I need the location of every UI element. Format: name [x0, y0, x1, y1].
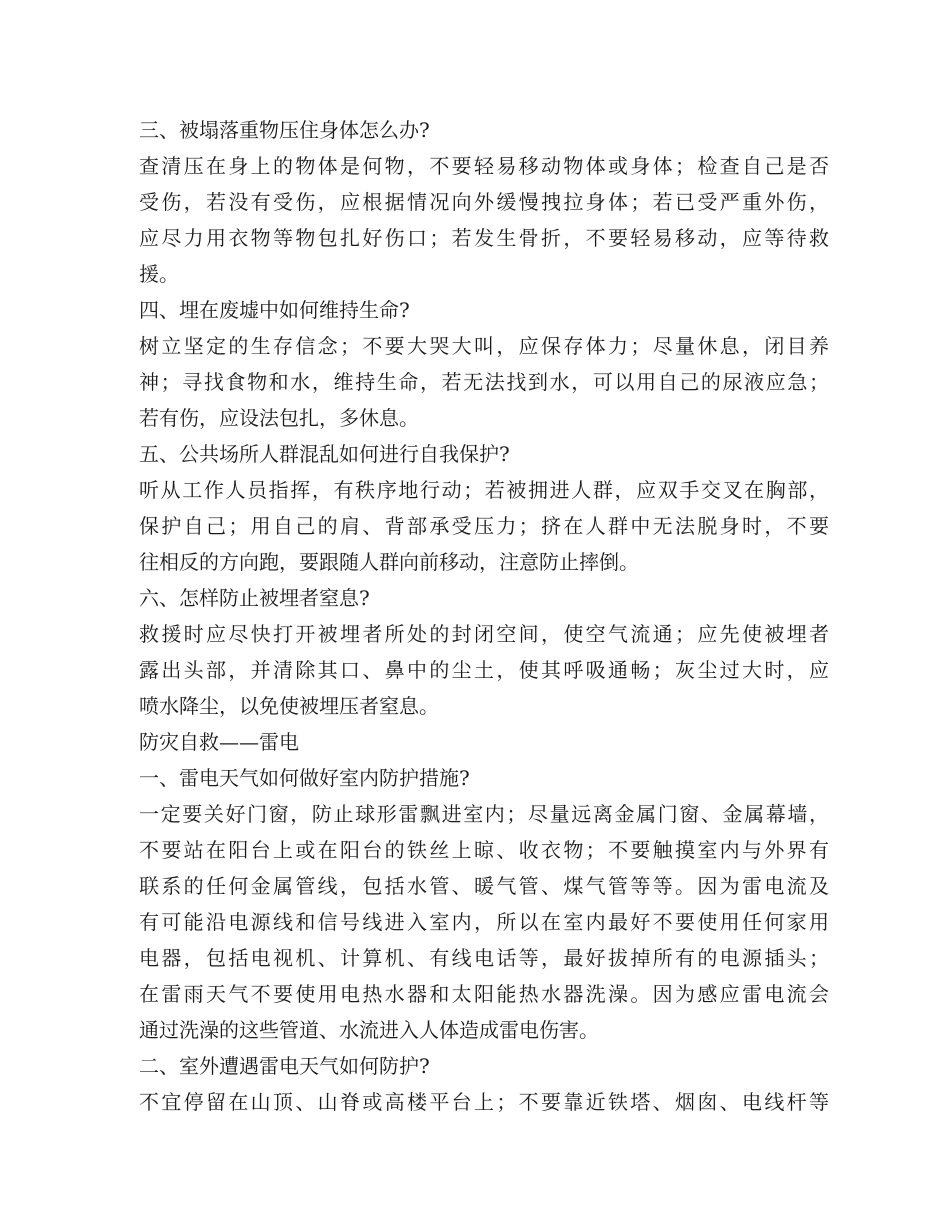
text-line: 应尽力用衣物等物包扎好伤口；若发生骨折，不要轻易移动，应等待救 [139, 226, 829, 250]
text-line: 有可能沿电源线和信号线进入室内，所以在室内最好不要使用任何家用 [139, 910, 829, 934]
text-line: 防灾自救——雷电 [139, 730, 299, 754]
text-line: 树立坚定的生存信念；不要大哭大叫，应保存体力；尽量休息，闭目养 [139, 334, 829, 358]
text-line: 查清压在身上的物体是何物，不要轻易移动物体或身体；检查自己是否 [139, 154, 829, 178]
text-line: 喷水降尘，以免使被埋压者窒息。 [139, 694, 439, 718]
text-line: 二、室外遭遇雷电天气如何防护? [139, 1054, 430, 1078]
text-line: 电器，包括电视机、计算机、有线电话等，最好拔掉所有的电源插头； [139, 946, 829, 970]
text-line: 若有伤，应设法包扎，多休息。 [139, 406, 419, 430]
text-line: 四、埋在废墟中如何维持生命? [139, 298, 410, 322]
text-line: 不要站在阳台上或在阳台的铁丝上晾、收衣物；不要触摸室内与外界有 [139, 838, 829, 862]
document-body [139, 112, 829, 1120]
text-line: 神；寻找食物和水，维持生命，若无法找到水，可以用自己的尿液应急； [139, 370, 829, 394]
text-line: 援。 [139, 262, 179, 286]
text-line: 听从工作人员指挥，有秩序地行动；若被拥进人群，应双手交叉在胸部， [139, 478, 829, 502]
text-line: 不宜停留在山顶、山脊或高楼平台上；不要靠近铁塔、烟囱、电线杆等 [139, 1090, 829, 1114]
text-line: 通过洗澡的这些管道、水流进入人体造成雷电伤害。 [139, 1018, 599, 1042]
text-line: 往相反的方向跑，要跟随人群向前移动，注意防止摔倒。 [139, 550, 639, 574]
text-line: 保护自己；用自己的肩、背部承受压力；挤在人群中无法脱身时，不要 [139, 514, 829, 538]
text-line: 露出头部，并清除其口、鼻中的尘土，使其呼吸通畅；灰尘过大时，应 [139, 658, 829, 682]
text-line: 一定要关好门窗，防止球形雷飘进室内；尽量远离金属门窗、金属幕墙， [139, 802, 829, 826]
text-line: 一、雷电天气如何做好室内防护措施? [139, 766, 470, 790]
text-line: 在雷雨天气不要使用电热水器和太阳能热水器洗澡。因为感应雷电流会 [139, 982, 829, 1006]
text-line: 联系的任何金属管线，包括水管、暖气管、煤气管等等。因为雷电流及 [139, 874, 829, 898]
text-line: 六、怎样防止被埋者窒息? [139, 586, 370, 610]
text-line: 救援时应尽快打开被埋者所处的封闭空间，使空气流通；应先使被埋者 [139, 622, 829, 646]
text-line: 三、被塌落重物压住身体怎么办? [139, 118, 430, 142]
text-line: 受伤，若没有受伤，应根据情况向外缓慢拽拉身体；若已受严重外伤， [139, 190, 829, 214]
text-line: 五、公共场所人群混乱如何进行自我保护? [139, 442, 510, 466]
